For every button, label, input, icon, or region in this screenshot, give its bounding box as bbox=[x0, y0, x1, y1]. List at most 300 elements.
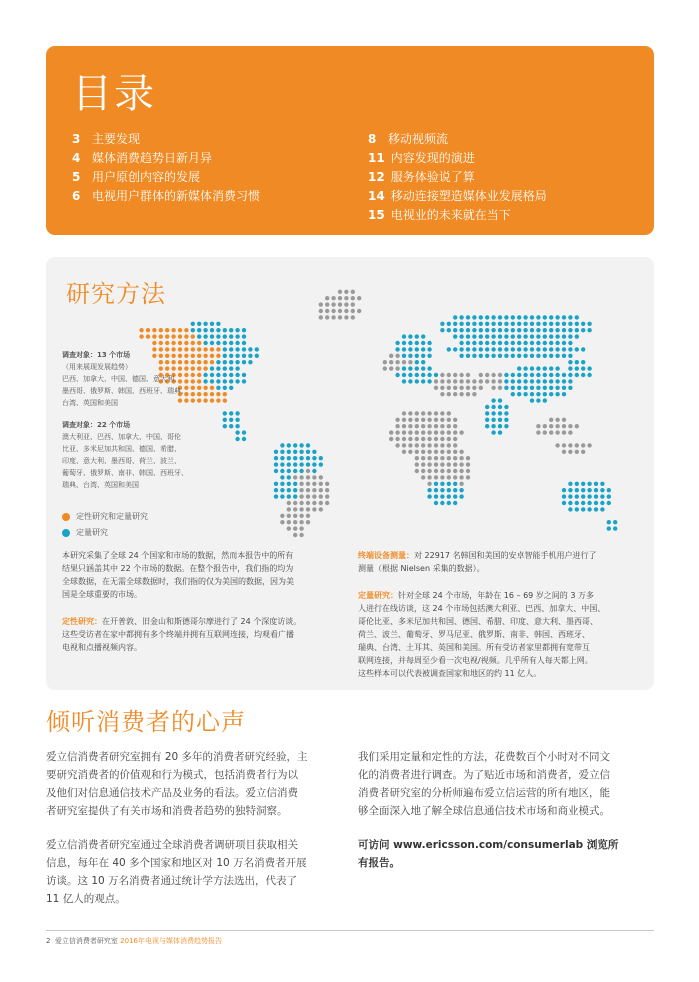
map-dot bbox=[427, 347, 431, 351]
map-dot bbox=[223, 341, 227, 345]
map-dot bbox=[466, 475, 470, 479]
map-dot bbox=[197, 322, 201, 326]
map-dot bbox=[562, 443, 566, 447]
map-dot bbox=[607, 501, 611, 505]
map-dot bbox=[210, 373, 214, 377]
map-dot bbox=[395, 418, 399, 422]
map-dot bbox=[472, 328, 476, 332]
map-dot bbox=[235, 418, 239, 422]
voices-left-paragraph-2: 爱立信消费者研究室通过全球消费者调研项目获取相关 信息，每年在 40 多个国家和地区对 10 万名消费者开展 访谈。这 10 万名消费者通过统计学方法选出，代表了 11 亿人的观点。 bbox=[46, 839, 307, 905]
map-dot bbox=[511, 341, 515, 345]
map-dot bbox=[517, 328, 521, 332]
map-dot bbox=[421, 379, 425, 383]
map-dot bbox=[536, 379, 540, 383]
map-dot bbox=[178, 328, 182, 332]
map-dot bbox=[229, 328, 233, 332]
map-dot bbox=[191, 322, 195, 326]
map-dot bbox=[568, 450, 572, 454]
map-dot bbox=[517, 392, 521, 396]
map-dot bbox=[306, 443, 310, 447]
map-dot bbox=[453, 482, 457, 486]
survey-13-line: 台湾、英国和美国 bbox=[62, 399, 118, 407]
map-dot bbox=[287, 443, 291, 447]
map-dot bbox=[581, 501, 585, 505]
map-dot bbox=[440, 494, 444, 498]
map-dot bbox=[453, 386, 457, 390]
survey-13-line: 巴西、加拿大、中国、德国、意大利、 bbox=[62, 375, 181, 383]
map-dot bbox=[319, 494, 323, 498]
map-dot bbox=[459, 341, 463, 345]
map-dot bbox=[575, 494, 579, 498]
map-dot bbox=[530, 334, 534, 338]
orange-dot-icon bbox=[62, 513, 70, 521]
map-dot bbox=[402, 360, 406, 364]
map-dot bbox=[235, 379, 239, 383]
map-dot bbox=[351, 302, 355, 306]
map-dot bbox=[447, 475, 451, 479]
map-dot bbox=[427, 373, 431, 377]
map-dot bbox=[395, 366, 399, 370]
map-dot bbox=[421, 475, 425, 479]
map-dot bbox=[453, 322, 457, 326]
map-dot bbox=[344, 296, 348, 300]
map-dot bbox=[299, 488, 303, 492]
map-dot bbox=[178, 341, 182, 345]
map-dot bbox=[536, 341, 540, 345]
toc-item[interactable]: 4 媒体消费趋势日新月异 bbox=[72, 151, 213, 165]
map-dot bbox=[293, 494, 297, 498]
map-dot bbox=[415, 430, 419, 434]
map-dot bbox=[280, 482, 284, 486]
map-dot bbox=[447, 392, 451, 396]
map-dot bbox=[203, 354, 207, 358]
survey-22-label: 调查对象：22 个市场 bbox=[62, 421, 131, 429]
map-dot bbox=[511, 315, 515, 319]
toc-right-column bbox=[368, 130, 547, 225]
map-dot bbox=[306, 494, 310, 498]
map-dot bbox=[562, 379, 566, 383]
map-dot bbox=[408, 347, 412, 351]
map-dot bbox=[517, 334, 521, 338]
map-dot bbox=[274, 494, 278, 498]
map-dot bbox=[299, 475, 303, 479]
map-dot bbox=[427, 418, 431, 422]
map-dot bbox=[549, 334, 553, 338]
map-dot bbox=[415, 462, 419, 466]
map-dot bbox=[216, 386, 220, 390]
map-dot bbox=[523, 366, 527, 370]
toc-item[interactable]: 8 移动视频流 bbox=[368, 132, 449, 146]
survey-13-sub: （用来展现发展趋势） bbox=[62, 363, 132, 371]
map-dot bbox=[216, 322, 220, 326]
map-dot bbox=[299, 514, 303, 518]
map-dot bbox=[203, 373, 207, 377]
map-dot bbox=[543, 386, 547, 390]
map-dot bbox=[523, 328, 527, 332]
map-dot bbox=[242, 347, 246, 351]
map-dot bbox=[568, 501, 572, 505]
map-dot bbox=[523, 341, 527, 345]
map-dot bbox=[351, 290, 355, 294]
map-dot bbox=[479, 328, 483, 332]
map-dot bbox=[280, 494, 284, 498]
map-dot bbox=[485, 347, 489, 351]
map-dot bbox=[453, 392, 457, 396]
map-dot bbox=[415, 411, 419, 415]
map-dot bbox=[594, 507, 598, 511]
map-dot bbox=[459, 494, 463, 498]
map-dot bbox=[293, 450, 297, 454]
map-dot bbox=[421, 443, 425, 447]
map-dot bbox=[344, 290, 348, 294]
map-dot bbox=[549, 424, 553, 428]
map-dot bbox=[485, 315, 489, 319]
toc-item[interactable]: 15 电视业的未来就在当下 bbox=[368, 208, 511, 222]
map-dot bbox=[600, 501, 604, 505]
map-dot bbox=[453, 379, 457, 383]
map-dot bbox=[210, 379, 214, 383]
map-dot bbox=[536, 334, 540, 338]
map-dot bbox=[427, 354, 431, 358]
map-dot bbox=[543, 341, 547, 345]
map-dot bbox=[523, 354, 527, 358]
map-dot bbox=[466, 322, 470, 326]
map-dot bbox=[415, 341, 419, 345]
map-dot bbox=[485, 322, 489, 326]
map-dot bbox=[555, 430, 559, 434]
map-dot bbox=[485, 418, 489, 422]
map-dot bbox=[274, 469, 278, 473]
map-dot bbox=[171, 341, 175, 345]
map-dot bbox=[293, 507, 297, 511]
map-dot bbox=[459, 386, 463, 390]
map-dot bbox=[594, 501, 598, 505]
map-dot bbox=[511, 379, 515, 383]
map-dot bbox=[472, 392, 476, 396]
map-dot bbox=[344, 315, 348, 319]
map-dot bbox=[383, 360, 387, 364]
map-dot bbox=[491, 347, 495, 351]
map-dot bbox=[555, 328, 559, 332]
map-dot bbox=[440, 328, 444, 332]
map-dot bbox=[562, 424, 566, 428]
map-dot bbox=[536, 430, 540, 434]
map-dot bbox=[440, 437, 444, 441]
map-dot bbox=[562, 322, 566, 326]
map-dot bbox=[203, 360, 207, 364]
map-dot bbox=[274, 462, 278, 466]
map-dot bbox=[575, 507, 579, 511]
map-dot bbox=[427, 437, 431, 441]
map-dot bbox=[562, 347, 566, 351]
map-dot bbox=[235, 411, 239, 415]
map-dot bbox=[242, 373, 246, 377]
map-dot bbox=[491, 341, 495, 345]
map-dot bbox=[408, 450, 412, 454]
map-dot bbox=[280, 456, 284, 460]
map-dot bbox=[395, 373, 399, 377]
map-dot bbox=[575, 347, 579, 351]
map-dot bbox=[299, 456, 303, 460]
map-dot bbox=[511, 334, 515, 338]
map-dot bbox=[434, 373, 438, 377]
map-dot bbox=[568, 315, 572, 319]
toc-item[interactable]: 11 内容发现的演进 bbox=[368, 151, 475, 165]
map-dot bbox=[159, 334, 163, 338]
map-dot bbox=[402, 418, 406, 422]
map-dot bbox=[581, 488, 585, 492]
map-dot bbox=[203, 341, 207, 345]
map-dot bbox=[491, 424, 495, 428]
map-dot bbox=[229, 354, 233, 358]
map-dot bbox=[511, 354, 515, 358]
map-dot bbox=[555, 443, 559, 447]
map-dot bbox=[485, 424, 489, 428]
map-dot bbox=[434, 494, 438, 498]
map-dot bbox=[293, 488, 297, 492]
map-dot bbox=[402, 354, 406, 358]
map-dot bbox=[459, 379, 463, 383]
map-dot bbox=[325, 488, 329, 492]
map-dot bbox=[504, 322, 508, 326]
map-dot bbox=[568, 328, 572, 332]
map-dot bbox=[299, 482, 303, 486]
map-dot bbox=[543, 373, 547, 377]
map-dot bbox=[191, 366, 195, 370]
toc-item[interactable]: 12 服务体验说了算 bbox=[368, 170, 475, 184]
map-dot bbox=[229, 373, 233, 377]
toc-item[interactable]: 6 电视用户群体的新媒体消费习惯 bbox=[72, 189, 261, 203]
map-dot bbox=[427, 430, 431, 434]
map-dot bbox=[575, 488, 579, 492]
map-dot bbox=[440, 469, 444, 473]
map-dot bbox=[600, 482, 604, 486]
map-dot bbox=[184, 328, 188, 332]
map-dot bbox=[530, 398, 534, 402]
map-dot bbox=[453, 443, 457, 447]
map-dot bbox=[555, 334, 559, 338]
map-dot bbox=[139, 334, 143, 338]
map-dot bbox=[562, 501, 566, 505]
map-dot bbox=[312, 501, 316, 505]
map-dot bbox=[555, 424, 559, 428]
map-dot bbox=[543, 322, 547, 326]
map-dot bbox=[587, 507, 591, 511]
map-dot bbox=[536, 386, 540, 390]
map-dot bbox=[459, 373, 463, 377]
map-legend bbox=[62, 509, 148, 541]
map-dot bbox=[447, 424, 451, 428]
map-dot bbox=[210, 334, 214, 338]
consumerlab-link-text[interactable]: 可访问 www.ericsson.com/consumerlab 浏览所 有报告。 bbox=[358, 839, 619, 869]
map-dot bbox=[459, 482, 463, 486]
map-dot bbox=[197, 354, 201, 358]
map-dot bbox=[504, 315, 508, 319]
map-dot bbox=[421, 334, 425, 338]
map-dot bbox=[479, 347, 483, 351]
map-dot bbox=[223, 392, 227, 396]
map-dot bbox=[427, 456, 431, 460]
map-dot bbox=[581, 450, 585, 454]
map-dot bbox=[223, 354, 227, 358]
map-dot bbox=[319, 315, 323, 319]
map-dot bbox=[299, 462, 303, 466]
map-dot bbox=[191, 334, 195, 338]
map-dot bbox=[299, 507, 303, 511]
map-dot bbox=[581, 494, 585, 498]
qualitative-research: 定性研究：在开普敦、旧金山和斯德哥尔摩进行了 24 个深度访谈。 这些受访者在家中都拥有多个终端并拥有互联网连接，均观看广播 电视和点播视频内容。 bbox=[62, 617, 302, 652]
map-dot bbox=[402, 430, 406, 434]
map-dot bbox=[549, 354, 553, 358]
map-dot bbox=[530, 328, 534, 332]
map-dot bbox=[587, 443, 591, 447]
map-dot bbox=[562, 430, 566, 434]
map-dot bbox=[575, 482, 579, 486]
map-dot bbox=[511, 373, 515, 377]
map-dot bbox=[536, 366, 540, 370]
map-dot bbox=[543, 392, 547, 396]
map-dot bbox=[415, 450, 419, 454]
map-dot bbox=[581, 373, 585, 377]
map-dot bbox=[555, 418, 559, 422]
footer-divider bbox=[46, 930, 654, 931]
map-dot bbox=[466, 462, 470, 466]
quantitative-research: 定量研究：针对全球 24 个市场，年龄在 16 – 69 岁之间的 3 万多 人进行在线访谈，这 24 个市场包括澳大利亚、巴西、加拿大、中国、 哥伦比亚、多米尼加共和国、德国、希腊、印度、意大利、墨西哥、 荷兰、波兰、葡萄牙、罗马尼亚、俄罗斯、南非、韩国、西班牙、 瑞典、台湾、土耳其、英国和美国。所有受访者家里都拥有宽带互 联网连接，并每周至少看一次电视/视频。几乎所有人每天都上网。 这些样本可以代表被调查国家和地区的约 11 亿人。 bbox=[358, 591, 606, 678]
map-dot bbox=[395, 437, 399, 441]
map-dot bbox=[498, 328, 502, 332]
map-dot bbox=[306, 488, 310, 492]
map-dot bbox=[440, 322, 444, 326]
map-dot bbox=[594, 494, 598, 498]
map-dot bbox=[223, 347, 227, 351]
map-dot bbox=[466, 456, 470, 460]
map-dot bbox=[235, 366, 239, 370]
map-dot bbox=[402, 379, 406, 383]
map-dot bbox=[197, 379, 201, 383]
map-dot bbox=[229, 418, 233, 422]
map-dot bbox=[459, 347, 463, 351]
map-dot bbox=[427, 450, 431, 454]
map-dot bbox=[299, 450, 303, 454]
map-dot bbox=[562, 418, 566, 422]
map-dot bbox=[293, 443, 297, 447]
map-dot bbox=[498, 418, 502, 422]
map-dot bbox=[216, 366, 220, 370]
map-dot bbox=[235, 424, 239, 428]
map-dot bbox=[229, 386, 233, 390]
map-dot bbox=[523, 347, 527, 351]
voices-title: 倾听消费者的心声 bbox=[46, 708, 246, 736]
map-dot bbox=[536, 373, 540, 377]
map-dot bbox=[139, 328, 143, 332]
map-dot bbox=[562, 315, 566, 319]
map-dot bbox=[210, 341, 214, 345]
map-dot bbox=[427, 488, 431, 492]
map-dot bbox=[491, 354, 495, 358]
map-dot bbox=[466, 354, 470, 358]
map-dot bbox=[229, 347, 233, 351]
map-dot bbox=[338, 290, 342, 294]
map-dot bbox=[306, 501, 310, 505]
map-dot bbox=[325, 296, 329, 300]
map-dot bbox=[402, 366, 406, 370]
map-dot bbox=[491, 398, 495, 402]
map-dot bbox=[287, 501, 291, 505]
map-dot bbox=[299, 501, 303, 505]
map-dot bbox=[562, 328, 566, 332]
map-dot bbox=[466, 328, 470, 332]
map-dot bbox=[325, 302, 329, 306]
map-dot bbox=[415, 418, 419, 422]
map-dot bbox=[575, 501, 579, 505]
map-dot bbox=[415, 469, 419, 473]
map-dot bbox=[466, 315, 470, 319]
map-dot bbox=[319, 475, 323, 479]
map-dot bbox=[498, 354, 502, 358]
map-dot bbox=[543, 379, 547, 383]
map-dot bbox=[293, 533, 297, 537]
map-dot bbox=[408, 411, 412, 415]
map-dot bbox=[299, 526, 303, 530]
map-dot bbox=[210, 386, 214, 390]
map-dot bbox=[229, 424, 233, 428]
map-dot bbox=[543, 315, 547, 319]
survey-22-line: 比亚、多米尼加共和国、德国、希腊、 bbox=[62, 445, 181, 453]
map-dot bbox=[491, 386, 495, 390]
toc-item[interactable]: 3 主要发现 bbox=[72, 132, 141, 146]
toc-item[interactable]: 14 移动连接塑造媒体业发展格局 bbox=[368, 189, 547, 203]
methodology-panel bbox=[46, 257, 654, 690]
map-dot bbox=[485, 411, 489, 415]
map-dot bbox=[511, 328, 515, 332]
map-dot bbox=[459, 456, 463, 460]
map-dot bbox=[581, 360, 585, 364]
map-dot bbox=[210, 354, 214, 358]
map-dot bbox=[421, 430, 425, 434]
toc-item[interactable]: 5 用户原创内容的发展 bbox=[72, 170, 201, 184]
map-dot bbox=[427, 443, 431, 447]
map-dot bbox=[242, 341, 246, 345]
map-dot bbox=[395, 430, 399, 434]
map-dot bbox=[555, 379, 559, 383]
map-dot bbox=[543, 398, 547, 402]
map-dot bbox=[530, 379, 534, 383]
map-dot bbox=[568, 482, 572, 486]
map-dot bbox=[440, 456, 444, 460]
map-dot bbox=[440, 450, 444, 454]
map-dot bbox=[152, 328, 156, 332]
map-dot bbox=[472, 354, 476, 358]
map-dot bbox=[517, 354, 521, 358]
map-dot bbox=[415, 347, 419, 351]
map-dot bbox=[453, 437, 457, 441]
map-dot bbox=[223, 360, 227, 364]
map-dot bbox=[287, 482, 291, 486]
map-dot bbox=[440, 430, 444, 434]
map-dot bbox=[504, 373, 508, 377]
map-dot bbox=[344, 302, 348, 306]
map-dot bbox=[440, 373, 444, 377]
map-dot bbox=[440, 462, 444, 466]
map-dot bbox=[607, 488, 611, 492]
map-dot bbox=[466, 334, 470, 338]
map-dot bbox=[408, 360, 412, 364]
map-dot bbox=[210, 366, 214, 370]
map-dot bbox=[408, 418, 412, 422]
map-dot bbox=[287, 494, 291, 498]
map-dot bbox=[453, 462, 457, 466]
map-dot bbox=[312, 482, 316, 486]
